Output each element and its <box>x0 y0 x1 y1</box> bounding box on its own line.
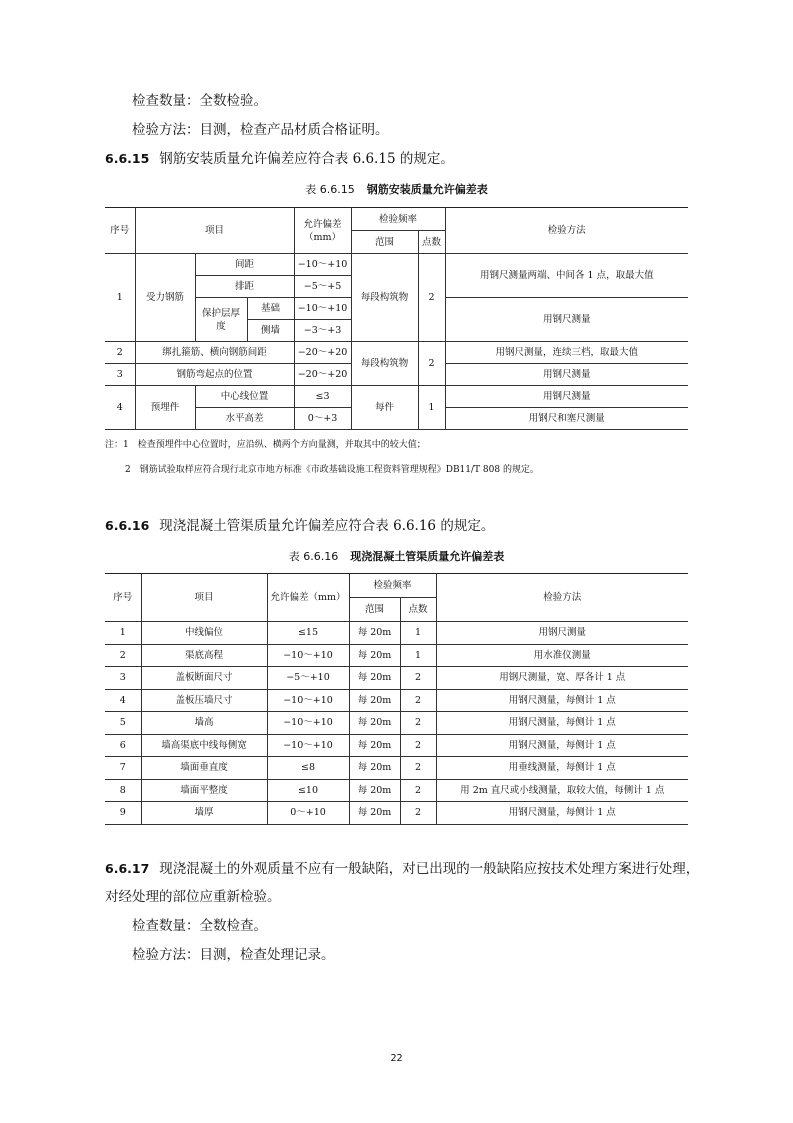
row1-spacing: 间距 <box>195 254 294 276</box>
clause-number: 6.6.17 <box>105 861 150 876</box>
row-seq: 2 <box>105 644 141 667</box>
clause-number: 6.6.15 <box>105 151 150 166</box>
row4-level-tolerance: 0～+3 <box>294 408 351 430</box>
row-range: 每 20m <box>349 779 400 802</box>
header-item: 项目 <box>141 574 267 622</box>
table-row <box>105 779 688 802</box>
clause-6-6-15 <box>105 150 454 168</box>
row1-seq: 1 <box>105 254 135 342</box>
row-seq: 4 <box>105 689 141 712</box>
clause-text: 钢筋安装质量允许偏差应符合表 6.6.15 的规定。 <box>159 151 454 167</box>
row-seq: 1 <box>105 622 141 645</box>
table-row <box>105 622 688 645</box>
table-6-6-16-caption <box>0 548 793 564</box>
header-range: 范围 <box>349 598 400 622</box>
row4-method-a: 用钢尺测量 <box>445 386 688 408</box>
row-item: 墙厚 <box>141 802 267 825</box>
table-notes <box>105 438 539 477</box>
table-number: 表 6.6.16 <box>288 550 339 563</box>
row1-row-spacing-tolerance: −5～+5 <box>294 276 351 298</box>
clause-text: 现浇混凝土管渠质量允许偏差应符合表 6.6.16 的规定。 <box>159 518 495 534</box>
inspection-quantity-text: 检查数量：全数检验。 <box>132 93 267 109</box>
header-frequency: 检验频率 <box>351 208 445 231</box>
row-seq: 7 <box>105 757 141 780</box>
row-method: 用钢尺测量，每侧计 1 点 <box>436 712 688 735</box>
row-tolerance: −10～+10 <box>267 712 349 735</box>
row3-item: 钢筋弯起点的位置 <box>135 364 294 386</box>
row-range: 每 20m <box>349 622 400 645</box>
header-points: 点数 <box>418 231 445 254</box>
row-seq: 8 <box>105 779 141 802</box>
table-number: 表 6.6.15 <box>305 183 355 196</box>
inspection-method-text: 检验方法：目测，检查处理记录。 <box>132 947 335 963</box>
row1-cover: 保护层厚度 <box>195 298 247 342</box>
table-row <box>105 734 688 757</box>
table-row <box>105 644 688 667</box>
row-tolerance: −10～+10 <box>267 689 349 712</box>
header-seq: 序号 <box>105 574 141 622</box>
row-points: 2 <box>400 712 436 735</box>
row-range: 每 20m <box>349 802 400 825</box>
row1-group: 受力钢筋 <box>135 254 195 342</box>
row-points: 2 <box>400 667 436 690</box>
row-points: 1 <box>400 622 436 645</box>
row-tolerance: −5～+10 <box>267 667 349 690</box>
row-tolerance: ≤10 <box>267 779 349 802</box>
row-method: 用水准仪测量 <box>436 644 688 667</box>
note-1: 注：1 检查预埋件中心位置时，应沿纵、横两个方向量测，并取其中的较大值； <box>105 440 426 450</box>
row23-points: 2 <box>418 342 445 386</box>
row-method: 用钢尺测量，宽、厚各计 1 点 <box>436 667 688 690</box>
row-item: 渠底高程 <box>141 644 267 667</box>
row-points: 1 <box>400 644 436 667</box>
row-seq: 5 <box>105 712 141 735</box>
table-row <box>105 689 688 712</box>
table-6-6-16 <box>105 573 688 825</box>
row-method: 用钢尺测量，每侧计 1 点 <box>436 734 688 757</box>
row-seq: 6 <box>105 734 141 757</box>
page-number: 22 <box>390 1053 403 1064</box>
row-tolerance: ≤8 <box>267 757 349 780</box>
row2-method: 用钢尺测量，连续三档，取最大值 <box>445 342 688 364</box>
row-tolerance: 0～+10 <box>267 802 349 825</box>
row4-points: 1 <box>418 386 445 430</box>
inspection-quantity-text: 检查数量：全数检查。 <box>132 918 267 934</box>
row-range: 每 20m <box>349 757 400 780</box>
row-range: 每 20m <box>349 734 400 757</box>
header-tolerance: 允许偏差（mm） <box>267 574 349 622</box>
row-range: 每 20m <box>349 667 400 690</box>
clause-6-6-17 <box>105 860 699 878</box>
row-item: 盖板压墙尺寸 <box>141 689 267 712</box>
row2-tolerance: −20～+20 <box>294 342 351 364</box>
row4-center-tolerance: ≤3 <box>294 386 351 408</box>
header-item: 项目 <box>135 208 294 254</box>
row1-points: 2 <box>418 254 445 342</box>
row-points: 2 <box>400 779 436 802</box>
row4-range: 每件 <box>351 386 418 430</box>
row-item: 墙高渠底中线每侧宽 <box>141 734 267 757</box>
header-points: 点数 <box>400 598 436 622</box>
row1-sidewall: 侧墙 <box>247 320 294 342</box>
table-row <box>105 802 688 825</box>
row-range: 每 20m <box>349 712 400 735</box>
row-item: 墙高 <box>141 712 267 735</box>
header-frequency: 检验频率 <box>349 574 436 598</box>
row-method: 用钢尺测量，每侧计 1 点 <box>436 689 688 712</box>
header-method: 检验方法 <box>436 574 688 622</box>
row4-method-b: 用钢尺和塞尺测量 <box>445 408 688 430</box>
clause-text: 现浇混凝土的外观质量不应有一般缺陷，对已出现的一般缺陷应按技术处理方案进行处理， <box>159 861 700 877</box>
row-tolerance: −10～+10 <box>267 644 349 667</box>
row-item: 墙面垂直度 <box>141 757 267 780</box>
row-method: 用钢尺测量 <box>436 622 688 645</box>
row-seq: 3 <box>105 667 141 690</box>
row-method: 用钢尺测量，每侧计 1 点 <box>436 802 688 825</box>
header-tolerance: 允许偏差（mm） <box>294 208 351 254</box>
inspection-method-text: 检验方法：目测，检查产品材质合格证明。 <box>132 122 389 138</box>
row-range: 每 20m <box>349 644 400 667</box>
row-tolerance: ≤15 <box>267 622 349 645</box>
row-range: 每 20m <box>349 689 400 712</box>
clause-number: 6.6.16 <box>105 518 150 533</box>
row1-method-a: 用钢尺测量两端、中间各 1 点，取最大值 <box>445 254 688 298</box>
row3-seq: 3 <box>105 364 135 386</box>
row4-group: 预埋件 <box>135 386 195 430</box>
row4-level: 水平高差 <box>195 408 294 430</box>
header-seq: 序号 <box>105 208 135 254</box>
row1-sidewall-tolerance: −3～+3 <box>294 320 351 342</box>
row-points: 2 <box>400 757 436 780</box>
row-points: 2 <box>400 802 436 825</box>
table-6-6-15-caption <box>0 181 793 197</box>
table-row <box>105 712 688 735</box>
row-item: 盖板断面尺寸 <box>141 667 267 690</box>
table-row <box>105 667 688 690</box>
row1-range: 每段构筑物 <box>351 254 418 342</box>
row2-item: 绑扎箍筋、横向钢筋间距 <box>135 342 294 364</box>
row3-tolerance: −20～+20 <box>294 364 351 386</box>
row1-foundation-tolerance: −10～+10 <box>294 298 351 320</box>
row1-spacing-tolerance: −10～+10 <box>294 254 351 276</box>
row-points: 2 <box>400 689 436 712</box>
row2-seq: 2 <box>105 342 135 364</box>
table-title: 钢筋安装质量允许偏差表 <box>366 183 488 196</box>
row-tolerance: −10～+10 <box>267 734 349 757</box>
row23-range: 每段构筑物 <box>351 342 418 386</box>
note-2: 2 钢筋试验取样应符合现行北京市地方标准《市政基础设施工程资料管理规程》DB11/T 808 的规定。 <box>125 465 539 475</box>
header-range: 范围 <box>351 231 418 254</box>
row-method: 用垂线测量，每侧计 1 点 <box>436 757 688 780</box>
row-item: 墙面平整度 <box>141 779 267 802</box>
header-method: 检验方法 <box>445 208 688 254</box>
row-method: 用 2m 直尺或小线测量，取较大值，每侧计 1 点 <box>436 779 688 802</box>
row-points: 2 <box>400 734 436 757</box>
table-title: 现浇混凝土管渠质量允许偏差表 <box>350 550 505 563</box>
clause-6-6-17-continued: 对经处理的部位应重新检验。 <box>105 889 281 905</box>
clause-6-6-16 <box>105 517 494 535</box>
table-row <box>105 757 688 780</box>
row1-method-b: 用钢尺测量 <box>445 298 688 342</box>
row1-row-spacing: 排距 <box>195 276 294 298</box>
row4-center: 中心线位置 <box>195 386 294 408</box>
row-seq: 9 <box>105 802 141 825</box>
row4-seq: 4 <box>105 386 135 430</box>
row1-foundation: 基础 <box>247 298 294 320</box>
row3-method: 用钢尺测量 <box>445 364 688 386</box>
row-item: 中线偏位 <box>141 622 267 645</box>
table-6-6-15 <box>105 207 688 430</box>
